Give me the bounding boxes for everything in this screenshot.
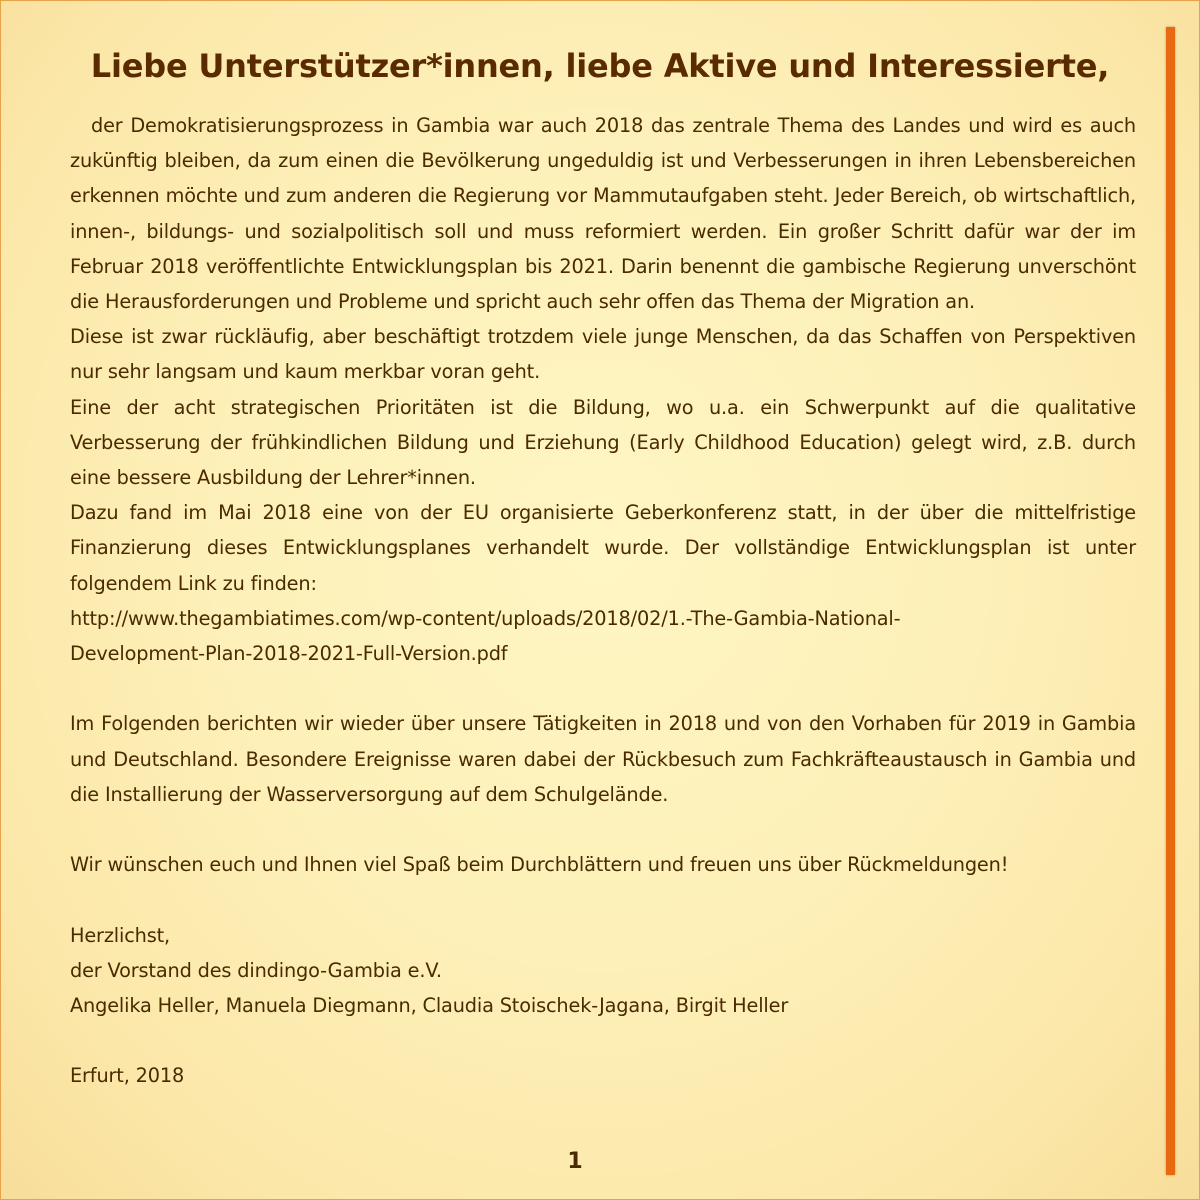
development-plan-link-line-1[interactable]: http://www.thegambiatimes.com/wp-content/uploads/2018/02/1.-The-Gambia-National- <box>70 606 901 630</box>
paragraph-activities: Im Folgenden berichten wir wieder über unsere Tätigkeiten in 2018 und von den Vorhaben für 2019 in Gambia und Deutschland. Besondere Ereignisse waren dabei der Rückbesuch zum Fachkräfteaustausch in Gambia und die Installierung der Wasserversorgung auf dem Schulgelände. <box>70 712 1136 806</box>
spacer <box>70 812 1136 847</box>
decorative-side-bar <box>1166 27 1175 1175</box>
letter-title: Liebe Unterstützer*innen, liebe Aktive und Interessierte, <box>90 47 1110 85</box>
paragraph-donor-conference: Dazu fand im Mai 2018 eine von der EU organisierte Geberkonferenz statt, in der über die mittelfristige Finanzierung dieses Entwicklungsplanes verhandelt wurde. Der vollständige Entwicklungsplan ist unter folgendem Link zu finden: <box>70 501 1136 595</box>
closing-greeting: Herzlichst, <box>70 923 171 947</box>
spacer <box>70 671 1136 706</box>
board-signature: der Vorstand des dindingo-Gambia e.V. <box>70 958 442 982</box>
page-number: 1 <box>567 1149 583 1174</box>
place-date: Erfurt, 2018 <box>70 1064 185 1088</box>
development-plan-link-line-2[interactable]: Development-Plan-2018-2021-Full-Version.pdf <box>70 642 508 666</box>
spacer <box>70 1023 1136 1058</box>
signatories: Angelika Heller, Manuela Diegmann, Claudia Stoischek-Jagana, Birgit Heller <box>70 994 789 1018</box>
paragraph-wishes: Wir wünschen euch und Ihnen viel Spaß beim Durchblättern und freuen uns über Rückmeldungen! <box>70 853 1009 877</box>
paragraph-migration: Diese ist zwar rückläufig, aber beschäftigt trotzdem viele junge Menschen, da das Schaffen von Perspektiven nur sehr langsam und kaum merkbar voran geht. <box>70 325 1136 384</box>
paragraph-education: Eine der acht strategischen Prioritäten ist die Bildung, wo u.a. ein Schwerpunkt auf die qualitative Verbesserung der frühkindlichen Bildung und Erziehung (Early Childhood Education) gelegt wird, z.B. durch eine bessere Ausbildung der Lehrer*innen. <box>70 395 1136 490</box>
letter-body <box>70 108 1136 1094</box>
paragraph-intro: der Demokratisierungsprozess in Gambia war auch 2018 das zentrale Thema des Landes und wird es auch zukünftig bleiben, da zum einen die Bevölkerung ungeduldig ist und Verbesserungen in ihren Lebensbereichen erkennen möchte und zum anderen die Regierung vor Mammutaufgaben steht. Jeder Bereich, ob wirtschaftlich, innen-, bildungs- und sozialpolitisch soll und muss reformiert werden. Ein großer Schritt dafür war der im Februar 2018 veröffentlichte Entwicklungsplan bis 2021. Darin benennt die gambische Regierung unverschönt die Herausforderungen und Probleme und spricht auch sehr offen das Thema der Migration an. <box>70 114 1136 314</box>
spacer <box>70 882 1136 917</box>
